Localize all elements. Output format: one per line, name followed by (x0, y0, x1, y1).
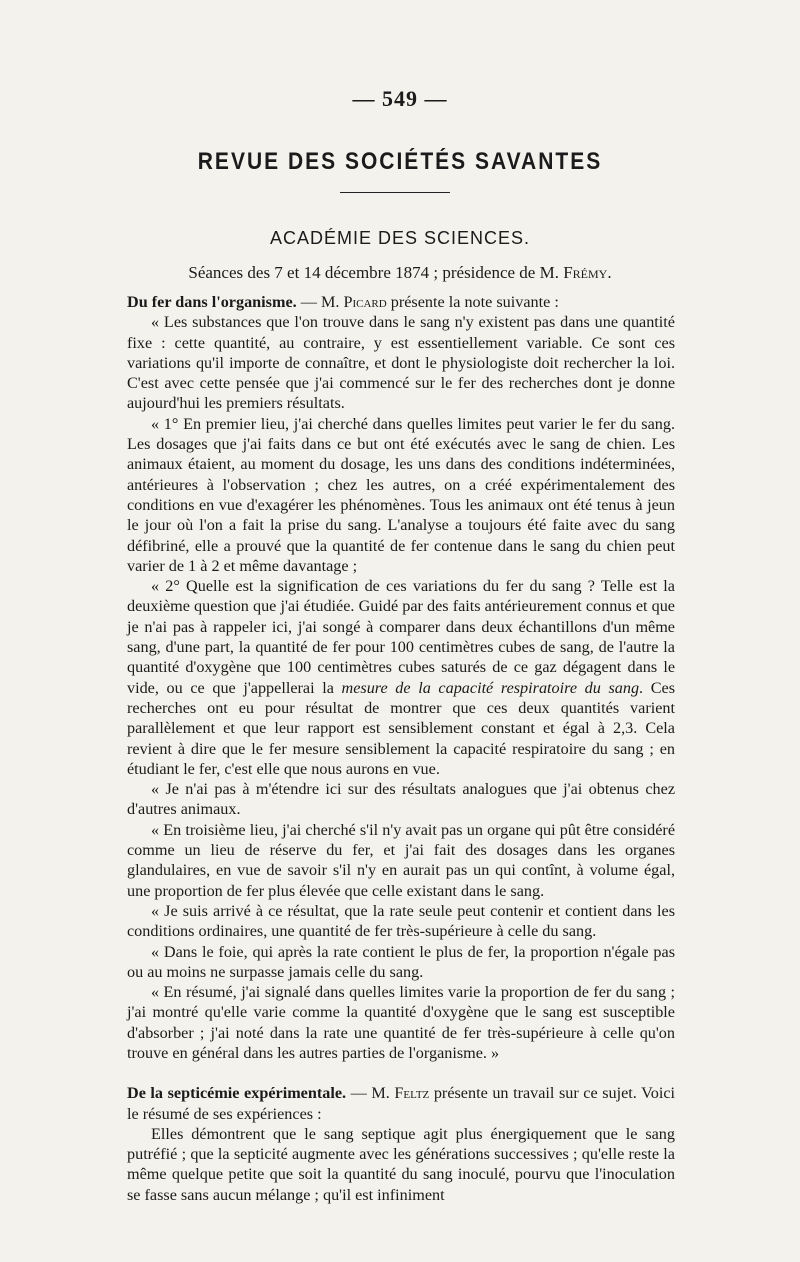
article2-author: Feltz (394, 1084, 430, 1103)
article1-author: Picard (343, 293, 387, 311)
page-number: — 549 — (352, 86, 448, 111)
article1-lead-suffix: présente la note suivante : (386, 293, 559, 311)
article2-lead-suffix: présente un travail sur ce sujet. Voici le résumé de ses expériences : (127, 1084, 675, 1123)
article-body (127, 292, 675, 1205)
article1-paragraph-4: « Je n'ai pas à m'étendre ici sur des résultats analogues que j'ai obtenus chez d'autres animaux. (127, 780, 675, 819)
article2-heading: De la septicémie expérimentale. (127, 1084, 347, 1103)
article1-heading: Du fer dans l'organisme. (127, 293, 297, 311)
p3-text-after: . Ces recherches ont eu pour résultat de montrer que ces deux quantités varient parallèlement et que leur rapport est sensiblement constant et égal à 2,3. Cela revient à dire que le fer mesure sensiblement la capacité respiratoire du sang ; en étudiant le fer, c'est elle que nous aurons en vue. (127, 678, 676, 778)
section-title: ACADÉMIE DES SCIENCES. (269, 228, 531, 248)
article2-lead (127, 1083, 675, 1124)
p3-text-before: « 2° Quelle est la signification de ces variations du fer du sang ? Telle est la deuxième question que j'ai étudiée. Guidé par des faits antérieurement connus et que je n'ai pas à rappeler ici, j'ai songé à comparer dans deux échantillons d'un même sang, d'une part, la quantité de fer pour 100 centimètres cubes de sang, de l'autre la quantité d'oxygène que 100 centimètres cubes saturés de ce gaz dégagent dans le vide, ou ce que j'appellerai la (127, 577, 675, 697)
session-line (0, 263, 800, 283)
article1-lead (127, 292, 675, 312)
article1-lead-prefix: — M. (296, 293, 344, 311)
session-president: Frémy (563, 263, 608, 282)
article1-paragraph-6: « Je suis arrivé à ce résultat, que la rate seule peut contenir et contient dans les conditions ordinaires, une quantité de fer très-supérieure à celle du sang. (127, 901, 675, 941)
session-prefix: Séances des 7 et 14 décembre 1874 ; présidence de M. (188, 263, 564, 282)
article1-paragraph-1: « Les substances que l'on trouve dans le sang n'y existent pas dans une quantité fixe : cette quantité, au contraire, y est essentiellement variable. Ce sont ces variations qu'il importe de connaître, et dont le physiologiste doit rechercher la loi. C'est avec cette pensée que j'ai commencé sur le fer des recherches dont je donne aujourd'hui les premiers résultats. (127, 313, 675, 413)
article2-lead-prefix: — M. (346, 1084, 395, 1103)
article1-paragraph-8: « En résumé, j'ai signalé dans quelles limites varie la proportion de fer du sang ; j'ai montré qu'elle varie comme la quantité d'oxygène que le sang est susceptible d'absorber ; j'ai noté dans la rate une quantité de fer très-supérieure à celle qu'on trouve en général dans les autres parties de l'organisme. » (127, 983, 675, 1062)
article1-paragraph-3 (127, 576, 675, 779)
article1-paragraph-5: « En troisième lieu, j'ai cherché s'il n'y avait pas un organe qui pût être considéré comme un lieu de réserve du fer, et j'ai fait des dosages dans les organes glandulaires, en vue de savoir s'il n'y en aurait pas un qui contînt, à volume égal, une proportion de fer plus élevée que celle existant dans le sang. (127, 820, 675, 900)
session-suffix: . (607, 263, 612, 282)
article2-paragraph-1: Elles démontrent que le sang septique agit plus énergiquement que le sang putréfié ; que la septicité augmente avec les générations successives ; qu'elle reste la même quelque petite que soit la quantité du sang inoculé, pourvu que l'inoculation se fasse sans aucun mélange ; qu'il est infiniment (127, 1124, 675, 1204)
title-rule (340, 192, 450, 193)
p3-italic-term: mesure de la capacité respiratoire du sang (341, 678, 640, 697)
article1-paragraph-7: « Dans le foie, qui après la rate contient le plus de fer, la proportion n'égale pas ou au moins ne surpasse jamais celle du sang. (127, 942, 675, 981)
journal-title: REVUE DES SOCIÉTÉS SAVANTES (197, 148, 603, 175)
article1-paragraph-2: « 1° En premier lieu, j'ai cherché dans quelles limites peut varier le fer du sang. Les dosages que j'ai faits dans ce but ont été exécutés avec le sang de chien. Les animaux étaient, au moment du dosage, les uns dans des conditions indéterminées, antérieures à l'observation ; chez les autres, on a créé expérimentalement des conditions en vue d'exagérer les phénomènes. Tous les animaux ont été tenus à jeun le jour où l'on a fait la prise du sang. L'analyse a toujours été faite avec du sang défibriné, elle a prouvé que la quantité de fer contenue dans le sang du chien peut varier de 1 à 2 et même davantage ; (127, 414, 675, 575)
